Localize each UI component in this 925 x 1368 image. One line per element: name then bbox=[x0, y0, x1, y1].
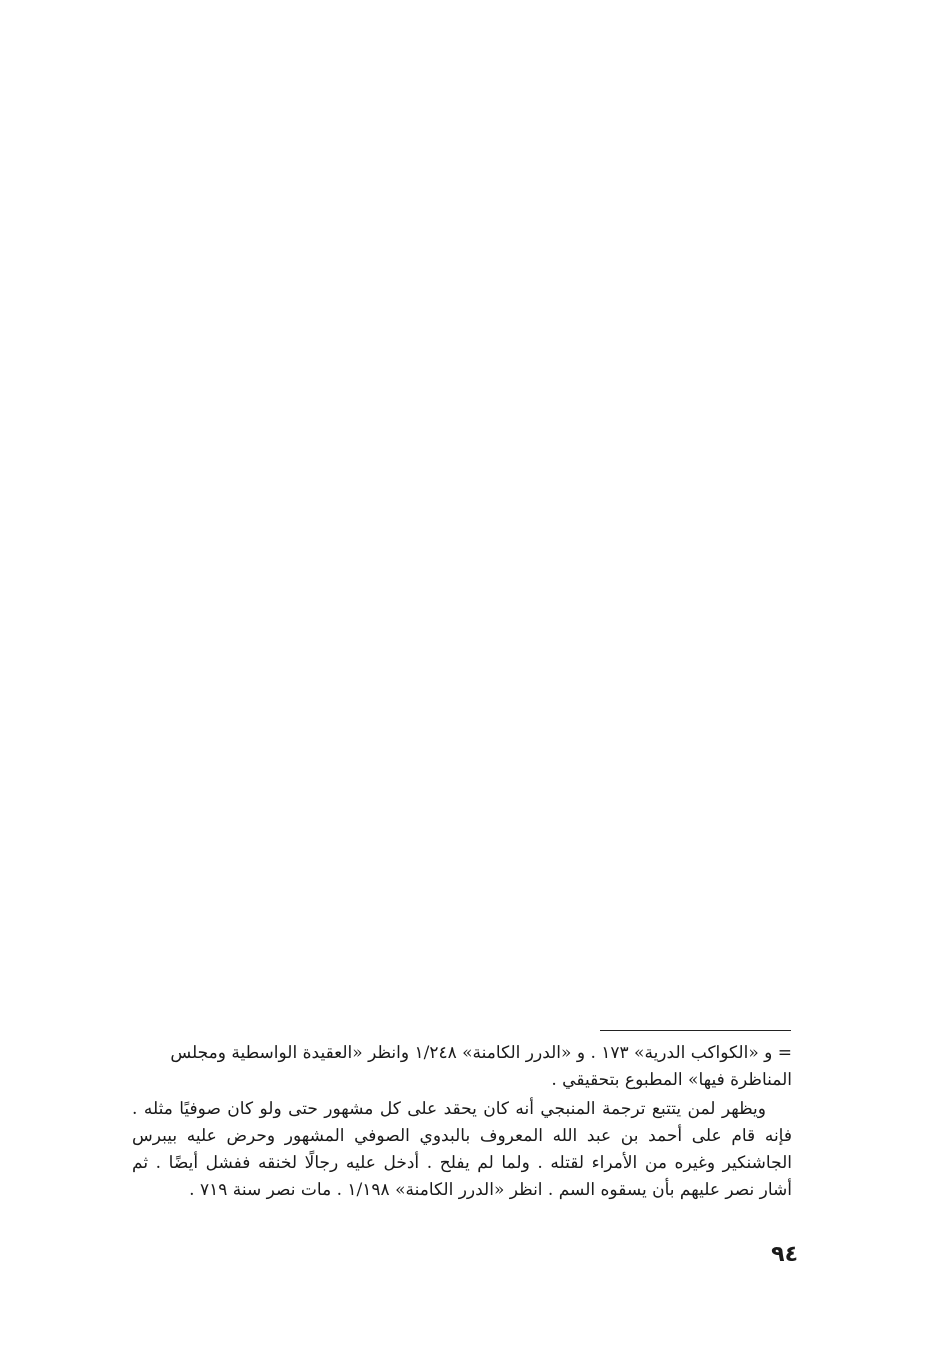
footnote-paragraph: ويظهر لمن يتتبع ترجمة المنبجي أنه كان يحقد على كل مشهور حتى ولو كان صوفيًا مثله . فإنه قام على أحمد بن عبد الله المعروف بالبدوي الصوفي المشهور وحرض عليه بيبرس الجاشنكير وغيره من الأمراء لقتله . ولما لم يفلح . أدخل عليه رجالًا لخنقه ففشل أيضًا . ثم أشار نصر عليهم بأن يسقوه السم . انظر «الدرر الكامنة» ١/١٩٨ . مات نصر سنة ٧١٩ . bbox=[132, 1099, 792, 1200]
footnote-separator-rule bbox=[600, 1030, 791, 1031]
footnotes-block bbox=[132, 1040, 792, 1204]
page-number: ٩٤ bbox=[771, 1242, 798, 1267]
footnote-continuation: = و «الكواكب الدرية» ١٧٣ . و «الدرر الكامنة» ١/٢٤٨ وانظر «العقيدة الواسطية ومجلس المناظرة فيها» المطبوع بتحقيقي . bbox=[170, 1043, 792, 1090]
